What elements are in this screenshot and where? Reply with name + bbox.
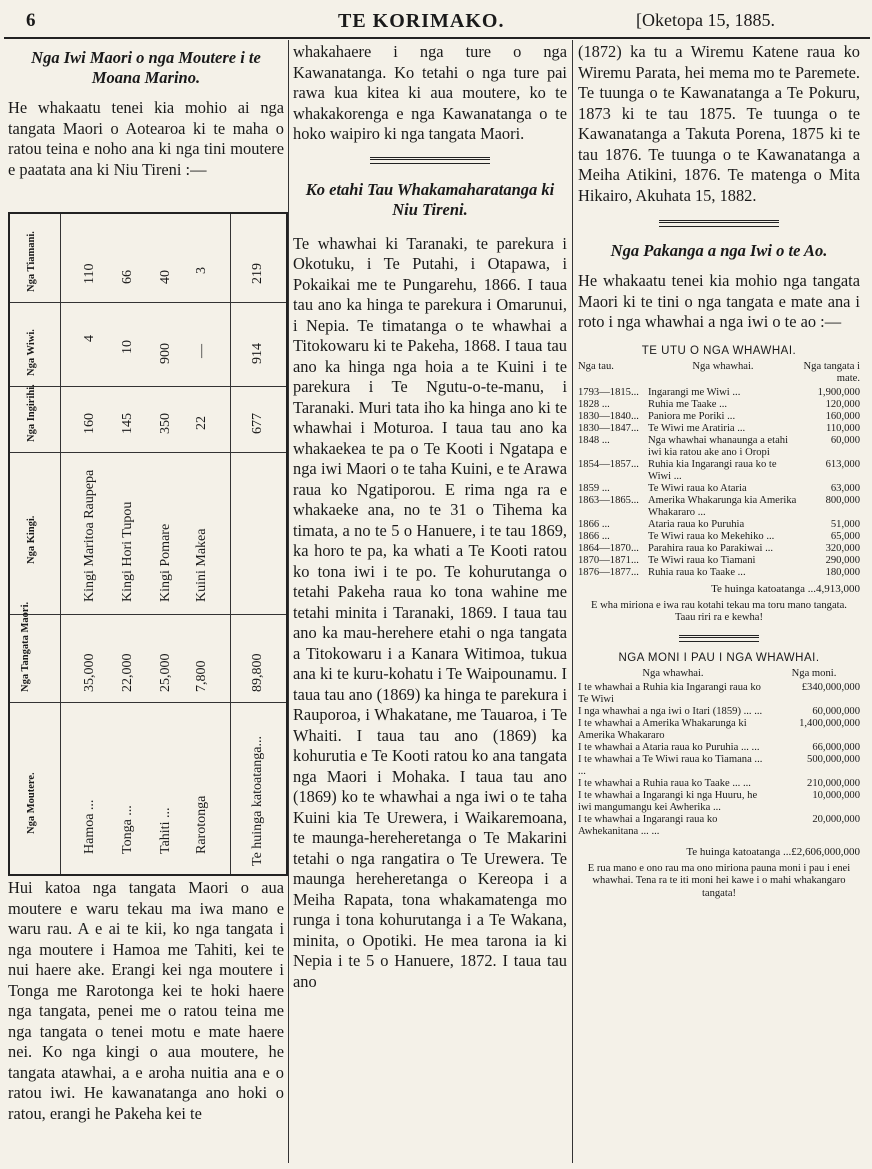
issue-date: [Oketopa 15, 1885. <box>636 10 775 30</box>
table-total-cell: 89,800 <box>250 653 265 692</box>
table-total-cell: 677 <box>250 413 265 434</box>
table-cell: 4 <box>82 335 97 342</box>
population-table <box>8 212 288 876</box>
table-cell: 25,000 <box>158 653 173 692</box>
table-cell: Tahiti ... <box>158 807 173 854</box>
wars-table-row: 1828 ... Ruhia me Taake ... 120,000 <box>578 398 860 410</box>
article-continuation: Hui katoa nga tangata Maori o aua moutere e waru tekau ma iwa mano e waru rau. A e ai te kii, ko nga tangata i nga moutere i Hamoa me Tahiti, kei te nui haere ake. Erangi kei nga moutere i Tonga me Rarotonga kei te hoki haere nga tangata, penei me o ratou teina me nga tangata o tenei motu e mate haere nei. Ko nga kingi o aua moutere, he tangata atawhai, a e aroha nuitia ana e o ratou iwi. He kawanatanga ano hoki o ratou, erangi he Pakeha kei te <box>8 878 284 1123</box>
table-cell: Kingi Pomare <box>158 523 173 602</box>
money-table-title: NGA MONI I PAU I NGA WHAWHAI. <box>618 651 820 664</box>
table-header: Nga Ingirihi. <box>26 384 37 442</box>
table-header: Nga Tangata Maori. <box>20 601 31 692</box>
money-table-row: I te whawhai a Amerika Whakarunga ki Amerika Whakararo 1,400,000,000 <box>578 717 860 741</box>
wars-note: E wha miriona e iwa rau kotahi tekau ma toru mano tangata. Taau riri ra e kewha! <box>591 599 847 623</box>
section-divider <box>679 635 759 642</box>
table-cell: Kingi Hori Tupou <box>120 501 135 602</box>
table-cell: 900 <box>158 343 173 364</box>
wars-table-body <box>578 387 860 579</box>
wars-table-title: TE UTU O NGA WHAWHAI. <box>641 344 797 357</box>
table-cell: 22,000 <box>120 653 135 692</box>
money-total: Te huinga katoatanga ...£2,606,000,000 <box>686 845 860 858</box>
money-table-row: I te whawhai a Ataria raua ko Puruhia ... ... 66,000,000 <box>578 741 860 753</box>
page-number: 6 <box>26 10 36 31</box>
table-cell: 35,000 <box>82 653 97 692</box>
money-note: E rua mano e ono rau ma ono miriona pauna moni i pau i enei whawhai. Tena ra te iti moni hei kawe i o mahi whakangaro tangata! <box>587 862 851 899</box>
article-continuation: whakahaere i nga ture o nga Kawanatanga. Ko tetahi o nga ture pai rawa kua kitea ki aua moutere, ko te whakakorenga e nga Kawanatanga o te hoko waipiro ki nga tangata Maori. <box>293 42 567 143</box>
table-cell: Rarotonga <box>194 795 209 854</box>
table-cell: 350 <box>158 413 173 434</box>
table-cell: Hamoa ... <box>82 799 97 854</box>
table-cell: Kuini Makea <box>194 528 209 602</box>
table-cell: 7,800 <box>194 660 209 692</box>
money-table-row: I te whawhai a Ruhia kia Ingarangi raua ko Te Wiwi £340,000,000 <box>578 681 860 705</box>
wars-table-row: 1830—1840... Paniora me Poriki ... 160,000 <box>578 410 860 422</box>
wars-table-row: 1866 ... Te Wiwi raua ko Mekehiko ... 65,000 <box>578 530 860 542</box>
table-total-cell: Te huinga katoatanga... <box>250 735 265 866</box>
table-cell: Kingi Maritoa Raupepa <box>82 469 97 602</box>
table-cell: 10 <box>120 340 135 354</box>
article-intro: He whakaatu tenei kia mohio ai nga tangata Maori o Aotearoa ki te maha o ratou teina e noho ana ki nga tini moutere e paatata ana ki Niu Tireni :— <box>8 98 284 179</box>
article-heading: Nga Iwi Maori o nga Moutere i te Moana Marino. <box>31 48 261 87</box>
table-cell: 22 <box>194 416 209 430</box>
table-header: Nga Tiamani. <box>26 231 37 292</box>
money-table-body <box>578 682 860 838</box>
wars-table-row: 1864—1870... Parahira raua ko Parakiwai ... 320,000 <box>578 542 860 554</box>
money-table-header: Nga whawhai. Nga moni. <box>642 667 837 679</box>
section-divider <box>659 220 779 227</box>
table-header: Nga Kingi. <box>26 515 37 564</box>
table-cell: — <box>194 344 209 358</box>
newspaper-title: TE KORIMAKO. <box>338 10 505 32</box>
article-heading: Nga Pakanga a nga Iwi o te Ao. <box>610 241 828 260</box>
table-cell: 3 <box>194 267 209 274</box>
table-total-cell: 914 <box>250 343 265 364</box>
wars-table-row: 1866 ... Ataria raua ko Puruhia 51,000 <box>578 518 860 530</box>
wars-table-row: 1848 ... Nga whawhai whanaunga a etahi iwi kia ratou ake ano i Oropi 60,000 <box>578 434 860 458</box>
wars-table-row: 1870—1871... Te Wiwi raua ko Tiamani 290,000 <box>578 554 860 566</box>
table-cell: Tonga ... <box>120 805 135 854</box>
article-body: Te whawhai ki Taranaki, te parekura i Okotuku, i Te Putahi, i Otapawa, i Pokaikai me te Pungarehu, 1866. I taua tau ano ka hinga te parekura i Omarunui, i Nepia. Te timatanga o te whawhai a Titokowaru ki te Pakeha, 1868. I taua tau ano ka hinga nga hoia a te Kuini i te parekura i Te Ngutu-o-te-manu, i Taranaki. Muri tata iho ka hinga ano ki te whawhai i Moturoa. I taua tau ano ka whakaekea te pa o Te Kooti i Ngatapa e nga iwi Maori o te taha Kuini, e te Arawa raua ko Ngatiporou. E rima nga ra e whakaeke ana, no te 31 o Tihema ka timata, a no te 5 o Hanuere, i te tau 1869, ka horo te pa, ka whati a Te Kooti ratou ko tona iwi i te po. Te kohurutanga o tetahi Pakeha raua ko tona wahine me tetahi minita i Taranaki, 1869. I taua tau ano ka mau-herehere etahi o nga tangata a Titokowaru i a Kanara Witimoa, tukua ana ki te kuru-kohatu i Te Waipounamu. I taua tau ano (1869) ka hinga te parekura i Rauporoa, i Whakatane, me Tauaroa, i Te Whaiti. I taua tau ano (1869) ka kohurutia e Te Kooti ratou ko ana tangata nga Maori i Mohaka. I taua tau ano (1869) ko te whawhai a nga iwi o te taha Kuini kia Te Urewera, i Waikaremoana, te maunga-hereheretanga o Te Makarini tetahi o nga rangatira o Te Urewera. Te maunga hereheretanga o Kereopa i a Meiha Rapata, tona whakamatenga mo runga i tona kohurutanga i a Te Wakana, minita, o Opotiki. He mea tarona ia ki Nepia i te 5 o Hanuere, 1872. I taua tau ano <box>293 233 567 991</box>
column-2 <box>293 42 567 1167</box>
header-rule <box>4 37 870 39</box>
column-divider <box>572 40 573 1163</box>
table-cell: 160 <box>82 413 97 434</box>
money-table-row: I nga whawhai a nga iwi o Itari (1859) ... ... 60,000,000 <box>578 705 860 717</box>
wars-table-row: 1854—1857... Ruhia kia Ingarangi raua ko te Wiwi ... 613,000 <box>578 458 860 482</box>
table-cell: 66 <box>120 270 135 284</box>
wars-table-row: 1793—1815... Ingarangi me Wiwi ... 1,900,000 <box>578 386 860 398</box>
article-heading: Ko etahi Tau Whakamaharatanga ki Niu Tireni. <box>305 179 555 219</box>
column-3 <box>578 42 860 1167</box>
table-cell: 110 <box>82 263 97 284</box>
table-header: Nga Moutere. <box>26 772 37 834</box>
money-table-row: I te whawhai a Ingarangi ki nga Huuru, he iwi mangumangu kei Awherika ... 10,000,000 <box>578 789 860 813</box>
wars-table-row: 1876—1877... Ruhia raua ko Taake ... 180,000 <box>578 566 860 578</box>
column-divider <box>288 40 289 1163</box>
section-divider <box>370 157 490 164</box>
wars-table-header: Nga tau. Nga whawhai. Nga tangata i mate. <box>578 360 860 384</box>
money-table-row: I te whawhai a Te Wiwi raua ko Tiamana ... ... 500,000,000 <box>578 753 860 777</box>
table-header: Nga Wiwi. <box>26 329 37 376</box>
wars-total: Te huinga katoatanga ...4,913,000 <box>711 582 860 595</box>
table-cell: 40 <box>158 270 173 284</box>
article-continuation: (1872) ka tu a Wiremu Katene raua ko Wiremu Parata, hei mema mo te Paremete. Te tuunga o te Kawanatanga a Te Pokuru, 1873 ki te tau 1875. Te tuunga o te Kawanatanga a Takuta Porena, 1875 ki te tau 1876. Te tuunga o te Kawanatanga a Meiha Atikini, 1876. Te matenga o Mita Hikairo, Akuhata 15, 1882. <box>578 42 860 205</box>
wars-table-row: 1859 ... Te Wiwi raua ko Ataria 63,000 <box>578 482 860 494</box>
masthead <box>0 6 872 36</box>
article-intro: He whakaatu tenei kia mohio nga tangata Maori ki te tini o nga tangata e mate ana i roto i nga whawhai a nga iwi o te ao :— <box>578 271 860 331</box>
wars-table-row: 1830—1847... Te Wiwi me Aratiria ... 110,000 <box>578 422 860 434</box>
money-table-row: I te whawhai a Ingarangi raua ko Awhekanitana ... ... 20,000,000 <box>578 813 860 837</box>
wars-table-row: 1863—1865... Amerika Whakarunga kia Amerika Whakararo ... 800,000 <box>578 494 860 518</box>
money-table-row: I te whawhai a Ruhia raua ko Taake ... ... 210,000,000 <box>578 777 860 789</box>
table-total-cell: 219 <box>250 263 265 284</box>
table-cell: 145 <box>120 413 135 434</box>
